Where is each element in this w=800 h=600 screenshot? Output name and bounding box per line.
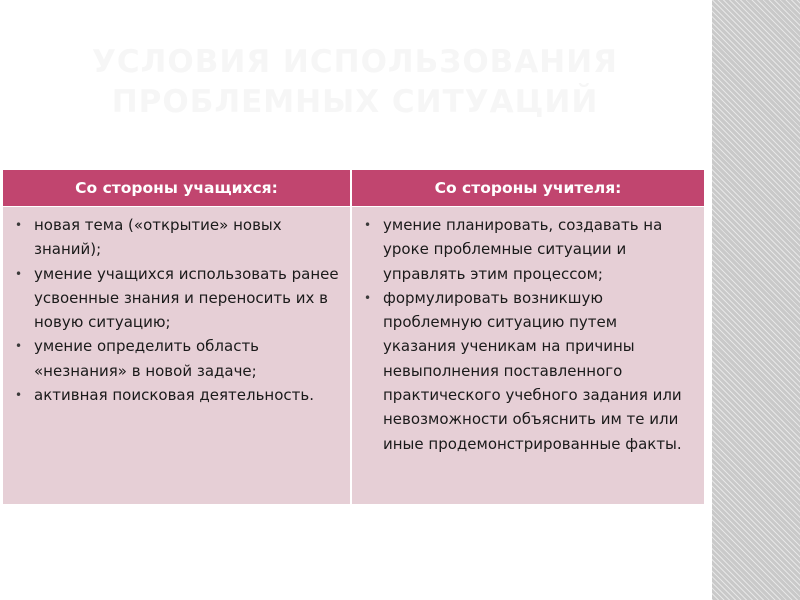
teacher-list bbox=[362, 213, 694, 456]
bullet-icon: • bbox=[15, 388, 23, 403]
list-item bbox=[13, 262, 340, 335]
list-item bbox=[13, 213, 340, 262]
list-item-text: новая тема («открытие» новых знаний); bbox=[34, 216, 282, 259]
slide-title-line-1: УСЛОВИЯ ИСПОЛЬЗОВАНИЯ bbox=[91, 44, 619, 80]
list-item bbox=[362, 286, 694, 456]
header-teacher: Со стороны учителя: bbox=[352, 170, 704, 207]
list-item-text: формулировать возникшую проблемную ситуацию путем указания ученикам на причины невыполнения поставленного практического учебного задания или невозможности объяснить им те или иные продемонстрированные факты. bbox=[383, 288, 682, 453]
list-item bbox=[13, 383, 340, 407]
bullet-icon: • bbox=[15, 266, 23, 281]
students-cell bbox=[3, 207, 352, 504]
list-item-text: умение определить область «незнания» в новой задаче; bbox=[34, 337, 260, 380]
slide-title-line-2: ПРОБЛЕМНЫХ СИТУАЦИЙ bbox=[111, 84, 599, 120]
list-item-text: умение учащихся использовать ранее усвоенные знания и переносить их в новую ситуацию; bbox=[34, 264, 339, 332]
table-header-row bbox=[3, 170, 704, 207]
table-body-row bbox=[3, 207, 704, 504]
bullet-icon: • bbox=[364, 290, 372, 305]
bullet-icon: • bbox=[15, 339, 23, 354]
bullet-icon: • bbox=[15, 218, 23, 232]
conditions-table bbox=[3, 170, 704, 504]
header-students: Со стороны учащихся: bbox=[3, 170, 352, 207]
decorative-side-stripe bbox=[712, 0, 800, 600]
list-item-text: активная поисковая деятельность. bbox=[34, 386, 315, 405]
slide-title bbox=[50, 42, 660, 122]
list-item bbox=[362, 213, 694, 286]
list-item bbox=[13, 334, 340, 383]
students-list bbox=[13, 213, 340, 407]
teacher-cell bbox=[352, 207, 704, 504]
list-item-text: умение планировать, создавать на уроке проблемные ситуации и управлять этим процессом; bbox=[383, 216, 663, 283]
bullet-icon: • bbox=[364, 218, 372, 232]
